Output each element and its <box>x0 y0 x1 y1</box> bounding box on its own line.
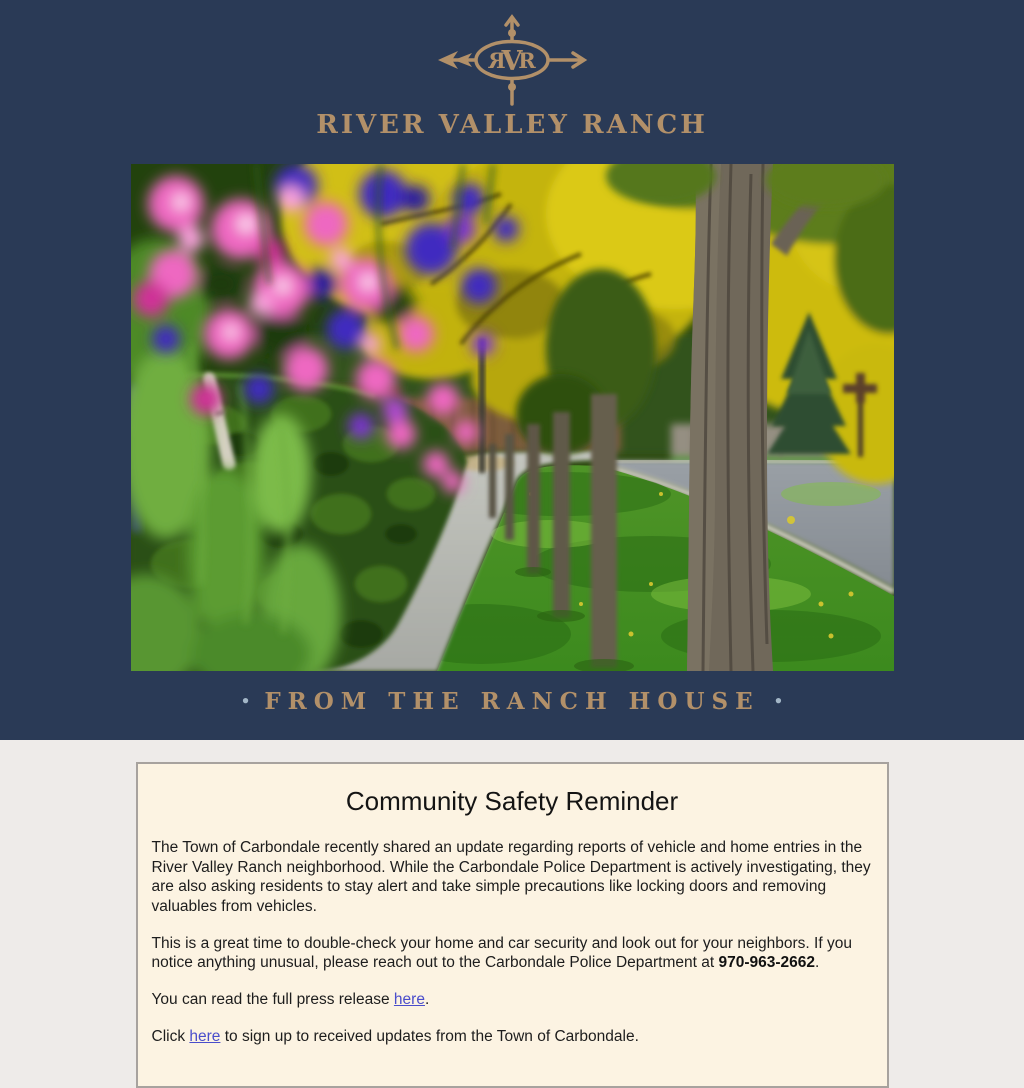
article-paragraph-1 <box>152 838 873 917</box>
paragraph-text: This is a great time to double-check your home and car security and look out for your neighbors. If you notice anything unusual, please reach out to the Carbondale Police Department at <box>151 934 852 972</box>
tagline-bullet-right: • <box>773 692 784 710</box>
hero-photo-frame <box>131 164 894 671</box>
article-paragraph-2 <box>152 934 873 973</box>
press-release-link[interactable]: here <box>393 991 425 1009</box>
article-paragraph-3 <box>152 990 873 1010</box>
signup-updates-link[interactable]: here <box>189 1027 221 1045</box>
monogram-letter-r-mirrored: R <box>488 48 506 73</box>
river-valley-ranch-logo-icon <box>436 14 588 106</box>
monogram-letter-r: R <box>518 48 536 73</box>
paragraph-text: . <box>815 954 820 972</box>
tagline-bullet-left: • <box>240 692 251 710</box>
article-paragraph-4 <box>152 1027 873 1047</box>
paragraph-text: . <box>424 991 430 1009</box>
tagline-text: FROM THE RANCH HOUSE <box>264 688 760 715</box>
paragraph-text: You can read the full press release <box>151 991 394 1009</box>
hero-photo <box>131 164 894 671</box>
paragraph-text: to sign up to received updates from the Town of Carbondale. <box>220 1027 639 1045</box>
police-phone-number: 970-963-2662 <box>718 954 816 972</box>
article-title: Community Safety Reminder <box>345 786 679 816</box>
paragraph-text: The Town of Carbondale recently shared an update regarding reports of vehicle and home entries in the River Valley Ranch neighborhood. While the Carbondale Police Department is actively investigating, they are also asking residents to stay alert and take simple precautions like locking doors and removing valuables from vehicles. <box>151 839 871 916</box>
monogram-letter-v: V <box>501 46 523 77</box>
brand-title: RIVER VALLEY RANCH <box>316 110 708 140</box>
article-card <box>136 762 889 1088</box>
paragraph-text: Click <box>151 1027 190 1045</box>
section-tagline <box>0 687 1024 716</box>
